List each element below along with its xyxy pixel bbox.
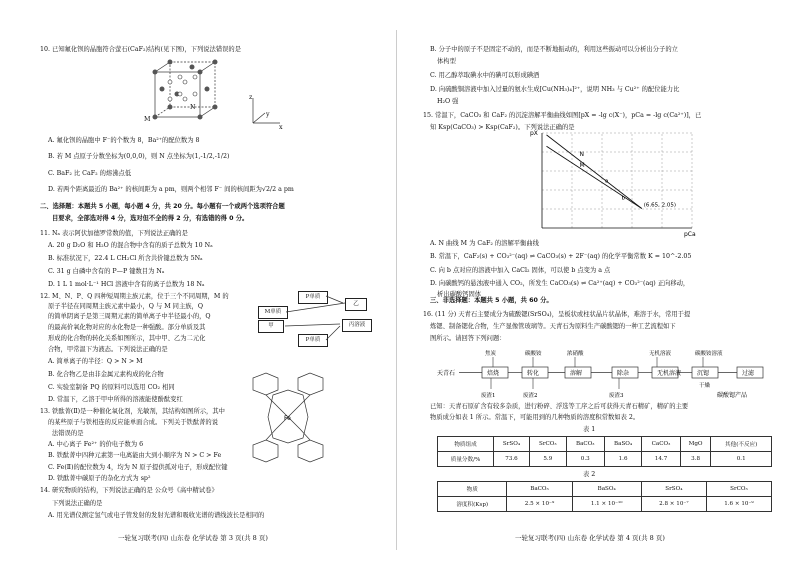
flow-end-label: 碳酸锶产品	[717, 392, 748, 399]
y-axis-label: pX	[530, 130, 538, 137]
iron-phthalocyanine-structure	[238, 370, 338, 465]
text-line: 图所示。请回答下列问题：	[430, 335, 506, 342]
flow-box-label: 转化	[527, 370, 540, 377]
process-flow-diagram	[437, 347, 777, 402]
text-line: A. 氟化钡的晶胞中 F⁻的个数为 8，Ba²⁺的配位数为 8	[48, 137, 200, 144]
text-line: 13. 铁酞菁(Ⅱ)是一种催化氧化剂，光敏剂，其结构如图所示，其中	[40, 408, 225, 415]
flow-top-label: 碳酸铵溶液	[695, 351, 723, 357]
section-three-heading: 三、非选择题：本题共 5 小题，共 60 分。	[430, 297, 553, 304]
axis-label-y: y	[266, 111, 270, 118]
table-cell: SrSO₄	[641, 482, 706, 497]
flow-box-label: 除杂	[617, 370, 630, 377]
table-cell: 1.1 × 10⁻¹⁰	[572, 497, 641, 512]
flow-box-label: 过滤	[742, 370, 755, 377]
flow-box-label: 沉锶	[697, 370, 710, 377]
text-line: H₂O 强	[437, 98, 459, 105]
flow-box-label: 溶解	[570, 370, 583, 377]
text-line: 物质成分如表 1 所示。常温下，可能用到的几种物质的溶度积常数如表 2。	[430, 414, 640, 421]
table-cell: 溶度积(Ksp)	[438, 497, 507, 512]
text-line: 的最高价氧化物对应的水化物是一种强酸。部分单质及其	[48, 324, 206, 331]
axis-label-x: x	[279, 124, 283, 131]
text-line: C. 用乙醇萃取碘水中的碘可以形成碘酒	[430, 72, 540, 79]
text-line: C. 31 g 白磷中含有的 P—P 键数目为 Nₐ	[48, 268, 165, 275]
text-line: 10. 已知氟化钡的晶胞符合萤石(CaF₂)结构(见下图)，下列说法错误的是	[40, 46, 242, 53]
text-line: C. 向 b 点对应的溶液中加入 CaCl₂ 固体，可以使 b 点变为 a 点	[430, 267, 611, 274]
right-page	[397, 0, 794, 561]
solubility-chart	[527, 128, 697, 238]
text-line: 炼锶、制备锶化合物，生产显像管玻璃等。天青石为原料生产碳酸锶的一种工艺流程如下	[430, 323, 676, 330]
text-line: 法错误的是	[52, 430, 84, 437]
table-cell: BaCO₃	[507, 482, 572, 497]
text-line: B. 化合物乙是由非金属元素构成的化合物	[48, 371, 164, 378]
text-line: 14. 研究物质的结构，下列说法正确的是 公众号《高中精试卷》	[40, 487, 218, 494]
text-line: B. 常温下，CaF₂(s) + CO₃²⁻(aq) ⇌ CaCO₃(s) + 2F⁻(aq) 的化学平衡常数 K = 10^-2.05	[430, 253, 692, 260]
table-cell: 73.6	[494, 452, 530, 467]
flow-dry-label: 干燥	[699, 383, 711, 389]
table2-title: 表 2	[583, 471, 596, 478]
table-cell: MgO	[680, 437, 711, 452]
table-cell: 1.6	[604, 452, 641, 467]
text-line: 11. Nₐ 表示阿伏加德罗常数的值，下列说法正确的是	[40, 230, 188, 237]
point-label: (6.65, 2.05)	[643, 202, 677, 209]
table-cell: 0.3	[566, 452, 604, 467]
flow-top-label: 无机溶液	[649, 351, 672, 357]
text-line: 下列说法正确的是	[52, 500, 103, 507]
flow-bottom-label: 废渣1	[481, 393, 496, 399]
axis-label-z: z	[249, 94, 253, 101]
table2	[437, 481, 772, 512]
flow-bottom-label: 废渣2	[523, 393, 538, 399]
flow-box-label: 焙烧	[487, 370, 500, 377]
table-cell: 物质组成	[438, 437, 494, 452]
table-cell: 质量分数/%	[438, 452, 494, 467]
crystal-cell-figure	[150, 57, 230, 127]
text-line: A. 20 g D₂O 和 H₂O 的混合物中含有的质子总数为 10 Nₐ	[48, 242, 213, 249]
cell-label-m: M	[144, 116, 151, 123]
text-line: 15. 常温下，CaCO₃ 和 CaF₂ 的沉淀溶解平衡曲线如图[pX = -lg c(X⁻)，pCa = -lg c(Ca²⁺)]，已	[423, 112, 702, 119]
text-line: D. 1 L 1 mol·L⁻¹ HCl 溶液中含有的离子总数为 18 Nₐ	[48, 281, 205, 288]
flow-box-yi: 乙	[345, 298, 367, 311]
table-cell: CaCO₃	[642, 437, 680, 452]
table-cell: SrCO₃	[529, 437, 566, 452]
flow-start: 天青石	[437, 370, 456, 377]
flow-arrows	[280, 290, 350, 350]
cell-label-n: N	[190, 104, 196, 111]
text-line: 形成的化合物的转化关系如图所示，其中甲、乙为二元化	[48, 335, 206, 342]
point-a-label: a	[605, 178, 609, 185]
table-cell: BaSO₄	[604, 437, 641, 452]
text-line: B. 若 M 点原子分数坐标为(0,0,0)，则 N 点坐标为(1,-1/2,-1/2)	[48, 153, 230, 160]
text-line: D. 铁酞菁中碳原子的杂化方式为 sp²	[48, 475, 151, 482]
text-line: A. 用光谱仪测定氢气或电子管发射的发射光谱和吸收光谱的谱线波长是相同的	[48, 512, 265, 519]
table1-title: 表 1	[583, 426, 596, 433]
table-cell: 其他(不反应)	[711, 437, 772, 452]
flow-box-bing: 丙溶液	[342, 319, 372, 332]
point-b-label: b	[621, 195, 625, 202]
flow-bottom-label: 废渣3	[609, 393, 624, 399]
text-line: D. 若两个距离最近的 Ba²⁺ 的核间距为 a pm，则两个相邻 F⁻ 间的核间距为√2/2 a pm	[48, 186, 294, 193]
table-cell: BaSO₄	[572, 482, 641, 497]
right-footer: 一轮复习联考(四) 山东卷 化学试卷 第 4 页(共 8 页)	[515, 534, 665, 542]
text-line: 已知：天青石原矿含有较多杂质，进行粉碎、浮选等工序之后可获得天青石精矿，精矿的主要	[430, 403, 689, 410]
text-line: 16. (11 分) 天青石主要成分为硫酸锶(SrSO₄)，呈板状或柱状晶片状晶体，难溶于水，常用于提	[423, 311, 691, 318]
text-line: A. N 曲线 M 为 CaF₂ 的溶解平衡曲线	[430, 240, 539, 247]
table-cell: SrCO₃	[706, 482, 771, 497]
text-line: D. 向硫酸铜溶液中加入过量的氨水生成[Cu(NH₃)₄]²⁺，说明 NH₃ 与 Cu²⁺ 的配位能力比	[430, 86, 680, 93]
flow-top-label: 浓硝酸	[567, 351, 584, 357]
series-label: N	[579, 150, 584, 158]
table-cell: 0.1	[711, 452, 772, 467]
text-line: 知 Ksp(CaCO₃) > Ksp(CaF₂)。下列说法正确的是	[430, 124, 575, 131]
flow-box-m: M单质	[258, 306, 288, 319]
flow-box-label: 无机溶液	[657, 370, 682, 377]
text-line: C. Fe(Ⅱ)的配位数为 4，均为 N 原子提供孤对电子，形成配位键	[48, 464, 228, 471]
text-line: 原子半径在同周期主族元素中最小，Q 与 M 同主族，Q	[48, 303, 204, 310]
text-line: 的简单阴离子是第三周期元素的简单离子中半径最小的，Q	[48, 313, 211, 320]
text-line: B. 铁酞菁中四种元素第一电离能由大到小顺序为 N > C > Fe	[48, 452, 222, 459]
text-line: 二、选择题：本题共 5 小题，每小题 4 分，共 20 分。每小题有一个或两个选项符合题	[40, 203, 285, 210]
text-line: A. 中心离子 Fe²⁺ 的价电子数为 6	[48, 441, 144, 448]
text-line: 体构型	[437, 58, 456, 65]
text-line: 合物，甲常温下为液态。下列说法正确的是	[48, 346, 168, 353]
text-line: B. 分子中的原子不是固定不动的，而是不断地振动的，利用这些振动可以分析出分子的立	[430, 46, 678, 53]
flow-box-jia: 甲	[258, 320, 284, 333]
table-cell: 2.5 × 10⁻⁹	[507, 497, 572, 512]
table-cell: 5.9	[529, 452, 566, 467]
table-cell: BaCO₃	[566, 437, 604, 452]
table-cell: SrSO₄	[494, 437, 530, 452]
series-line-N	[547, 135, 642, 209]
table-cell: 物质	[438, 482, 507, 497]
x-axis-label: pCa	[684, 231, 696, 238]
table-cell: 14.7	[642, 452, 680, 467]
table-cell: 2.8 × 10⁻⁷	[641, 497, 706, 512]
text-line: D. 向碳酸钙的悬浊液中通入 CO₂，所发生 CaCO₃(s) ⇌ Ca²⁺(aq) + CO₃²⁻(aq) 正向移动，	[430, 280, 690, 287]
flow-box-p2: P单质	[298, 334, 328, 347]
table-cell: 3.8	[680, 452, 711, 467]
text-line: A. 简单离子的半径：Q > N > M	[48, 358, 143, 365]
text-line: 12. M、N、P、Q 四种短周期主族元素，位于三个不同周期，M 的	[40, 293, 229, 300]
table1	[437, 436, 772, 467]
svg-text:Fe: Fe	[284, 415, 291, 422]
table-cell: 1.6 × 10⁻⁹	[706, 497, 771, 512]
text-line: 的某些原子与铁相连的反应能单面合成。下列关于铁酞菁的说	[48, 419, 219, 426]
text-line: C. BaF₂ 比 CaF₂ 的熔沸点低	[48, 170, 132, 177]
flow-box-p1: P单质	[298, 291, 328, 304]
flow-top-label: 碳酸铵	[525, 351, 542, 357]
text-line: B. 标准状况下，22.4 L CH₂Cl 所含共价键总数为 5Nₐ	[48, 255, 203, 262]
text-line: 析出碳酸钙固体	[437, 291, 482, 298]
series-label: M	[579, 162, 585, 170]
text-line: D. 常温下，乙溶于甲中所得的溶液能使酚酞变红	[48, 396, 183, 403]
text-line: 目要求，全部选对得 4 分，选对但不全的得 2 分，有选错的得 0 分。	[52, 215, 249, 222]
series-line-M	[547, 146, 642, 208]
flow-top-label: 焦炭	[485, 351, 497, 357]
left-footer: 一轮复习联考(四) 山东卷 化学试卷 第 3 页(共 8 页)	[118, 534, 268, 542]
text-line: C. 实验室制备 PQ 的原料可以选用 CO₂ 相同	[48, 384, 175, 391]
